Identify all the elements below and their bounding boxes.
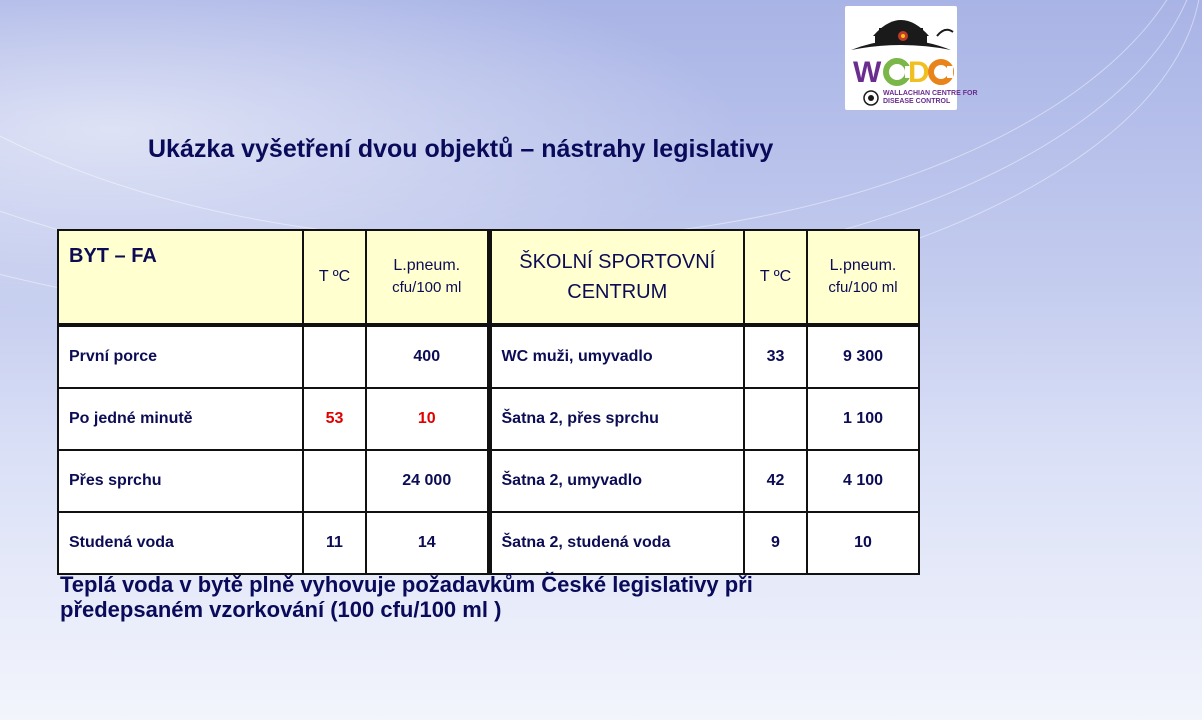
school-sample-label: WC muži, umyvadlo (489, 325, 744, 388)
logo-letter-w: W (853, 56, 882, 89)
flat-sample-label: Přes sprchu (58, 450, 303, 512)
school-sample-label: Šatna 2, studená voda (489, 512, 744, 574)
school-temperature: 9 (744, 512, 807, 574)
table-row (58, 512, 919, 574)
school-legionella-count: 1 100 (807, 388, 919, 450)
header-legionella-name: L.pneum. (393, 257, 461, 274)
flat-sample-label: Po jedné minutě (58, 388, 303, 450)
header-temperature: T ºC (303, 230, 366, 325)
school-legionella-count: 10 (807, 512, 919, 574)
header-flat-title: BYT – FA (58, 230, 303, 325)
header-legionella-name: L.pneum. (829, 257, 897, 274)
school-sample-label: Šatna 2, přes sprchu (489, 388, 744, 450)
flat-sample-label: První porce (58, 325, 303, 388)
header-legionella (807, 230, 919, 325)
school-sample-label: Šatna 2, umyvadlo (489, 450, 744, 512)
flat-temperature (303, 450, 366, 512)
header-legionella-unit: cfu/100 ml (828, 279, 898, 296)
flat-sample-label: Studená voda (58, 512, 303, 574)
table-row (58, 450, 919, 512)
school-legionella-count: 9 300 (807, 325, 919, 388)
results-table (57, 229, 920, 575)
school-temperature: 42 (744, 450, 807, 512)
flat-legionella-count: 400 (366, 325, 489, 388)
flat-legionella-count: 14 (366, 512, 489, 574)
flat-temperature (303, 325, 366, 388)
table-row (58, 388, 919, 450)
table-row (58, 325, 919, 388)
wcdc-logo (845, 6, 978, 110)
school-temperature (744, 388, 807, 450)
logo-tagline (883, 90, 978, 106)
flat-temperature: 11 (303, 512, 366, 574)
school-temperature: 33 (744, 325, 807, 388)
conclusion-line: předepsaném vzorkování (100 cfu/100 ml ) (60, 597, 502, 622)
header-school-line: ŠKOLNÍ SPORTOVNÍ (519, 251, 716, 273)
flat-legionella-count: 24 000 (366, 450, 489, 512)
logo-tagline-line: DISEASE CONTROL (883, 98, 951, 105)
logo-letter-d: D (908, 56, 930, 89)
header-temperature: T ºC (744, 230, 807, 325)
header-school-title (489, 230, 744, 325)
table-header-row (58, 230, 919, 325)
school-legionella-count: 4 100 (807, 450, 919, 512)
header-legionella-unit: cfu/100 ml (392, 279, 462, 296)
flat-temperature: 53 (303, 388, 366, 450)
logo-tagline-line: WALLACHIAN CENTRE FOR (883, 90, 978, 97)
conclusion-line: Teplá voda v bytě plně vyhovuje požadavkům České legislativy při (60, 572, 753, 597)
slide-title: Ukázka vyšetření dvou objektů – nástrahy legislativy (148, 135, 774, 163)
header-school-line: CENTRUM (567, 281, 668, 303)
flat-legionella-count: 10 (366, 388, 489, 450)
header-legionella (366, 230, 489, 325)
conclusion-text (60, 572, 753, 622)
